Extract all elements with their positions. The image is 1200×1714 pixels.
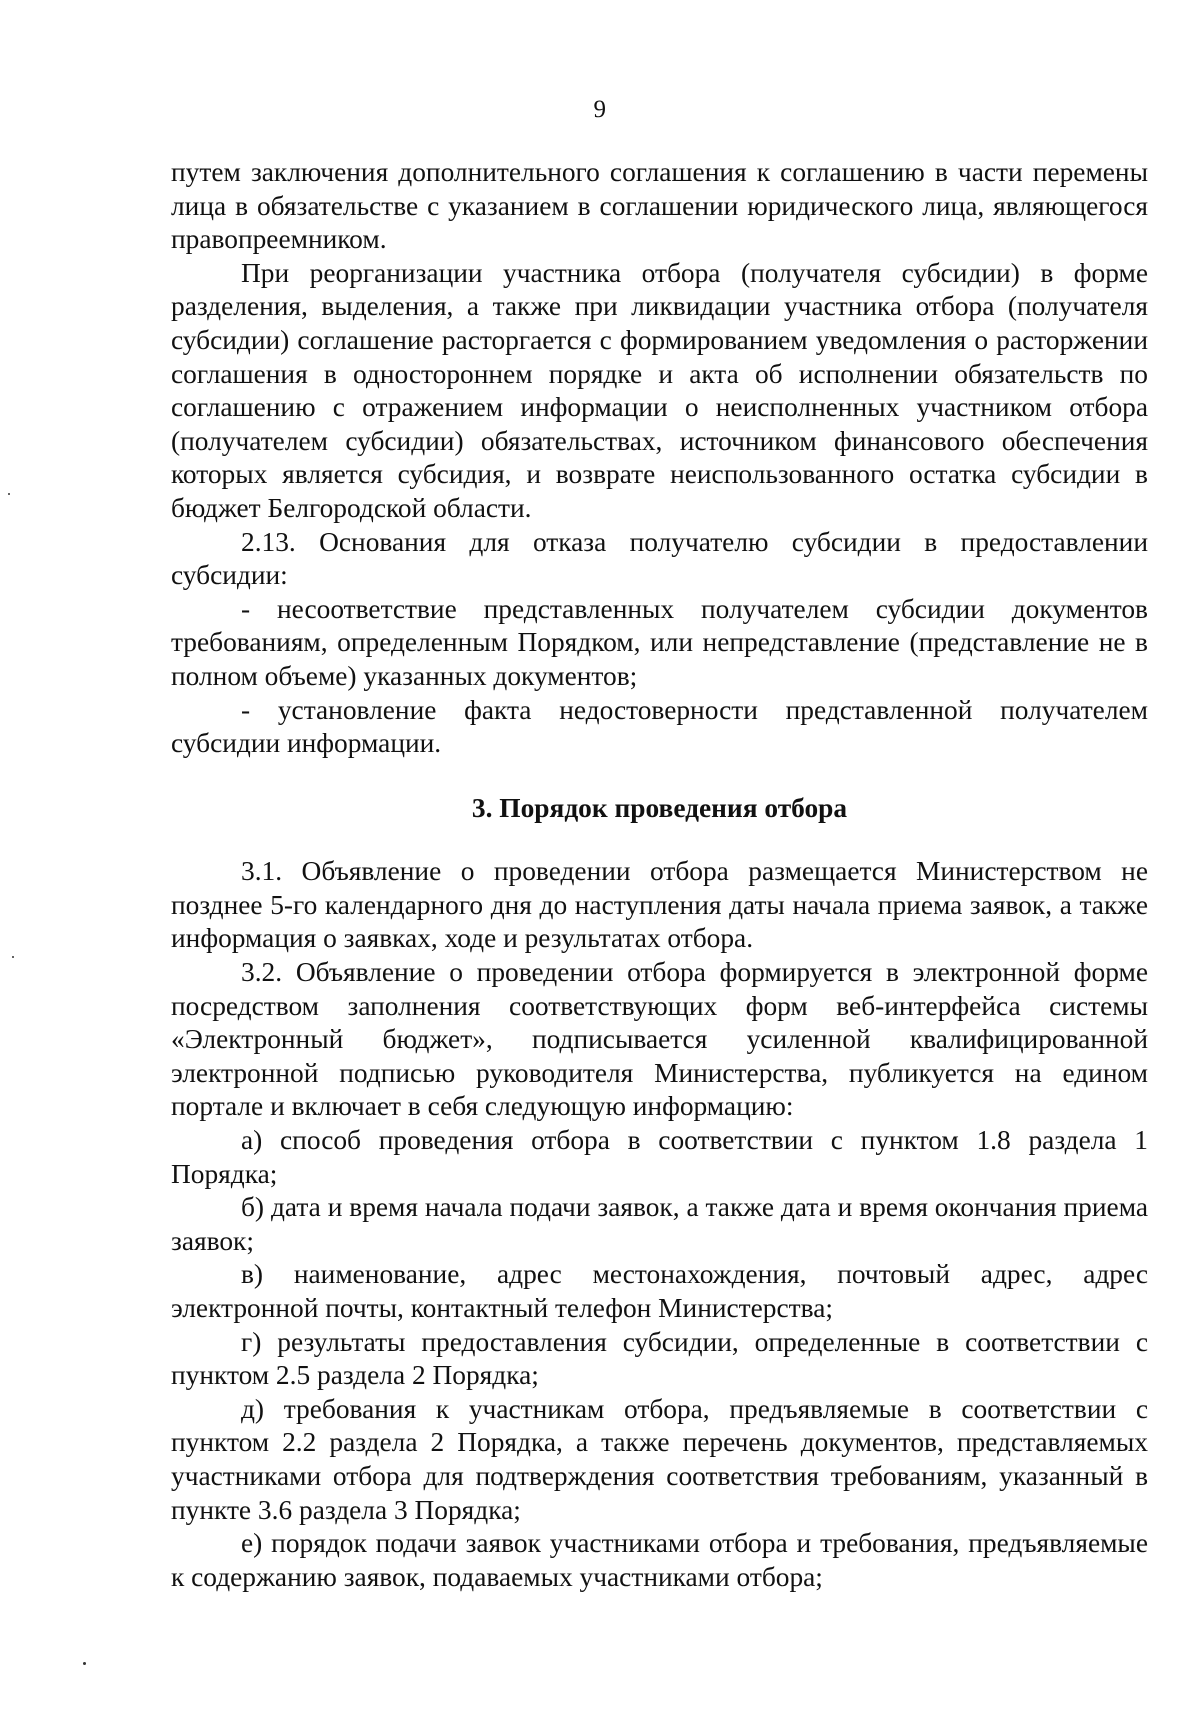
paragraph-continuation: путем заключения дополнительного соглашения к соглашению в части перемены лица в обязательстве с указанием в соглашении юридического лица, являющегося правопреемником. bbox=[171, 157, 1148, 255]
section-heading: 3. Порядок проведения отбора bbox=[471, 792, 848, 823]
list-item-e: е) порядок подачи заявок участниками отбора и требования, предъявляемые к содержанию заявок, подаваемых участниками отбора; bbox=[171, 1528, 1148, 1592]
list-item-refusal-information: - установление факта недостоверности представленной получателем субсидии информации. bbox=[171, 694, 1148, 759]
list-item-a: а) способ проведения отбора в соответствии с пунктом 1.8 раздела 1 Порядка; bbox=[171, 1125, 1148, 1189]
document-body bbox=[171, 156, 1148, 1594]
page-number: 9 bbox=[593, 96, 607, 123]
scan-speck bbox=[8, 493, 10, 495]
list-item-g: г) результаты предоставления субсидии, определенные в соответствии с пунктом 2.5 раздела 2 Порядка; bbox=[171, 1326, 1148, 1391]
list-item-d: д) требования к участникам отбора, предъявляемые в соответствии с пунктом 2.2 раздела 2 Порядка, а также перечень документов, представляемых участниками отбора для подтверждения соответствия требованиям, указанный в пункте 3.6 раздела 3 Порядка; bbox=[171, 1393, 1148, 1525]
paragraph-3-2: 3.2. Объявление о проведении отбора формируется в электронной форме посредством заполнения соответствующих форм веб-интерфейса системы «Электронный бюджет», подписывается усиленной квалифицированной электронной подписью руководителя Министерства, публикуется на едином портале и включает в себя следующую информацию: bbox=[171, 957, 1148, 1122]
paragraph-2-13: 2.13. Основания для отказа получателю субсидии в предоставлении субсидии: bbox=[171, 526, 1148, 591]
scan-speck bbox=[12, 956, 14, 958]
list-item-v: в) наименование, адрес местонахождения, почтовый адрес, адрес электронной почты, контактный телефон Министерства; bbox=[171, 1259, 1148, 1323]
list-item-b: б) дата и время начала подачи заявок, а также дата и время окончания приема заявок; bbox=[171, 1192, 1148, 1256]
list-item-refusal-documents: - несоответствие представленных получателем субсидии документов требованиям, определенным Порядком, или непредставление (представление не в полном объеме) указанных документов; bbox=[171, 593, 1148, 691]
paragraph-3-1: 3.1. Объявление о проведении отбора размещается Министерством не позднее 5-го календарного дня до наступления даты начала приема заявок, а также информация о заявках, ходе и результатах отбора. bbox=[171, 856, 1148, 954]
scan-speck bbox=[83, 1662, 86, 1665]
paragraph-reorganization: При реорганизации участника отбора (получателя субсидии) в форме разделения, выделения, а также при ликвидации участника отбора (получателя субсидии) соглашение расторгается с формированием уведомления о расторжении соглашения в одностороннем порядке и акта об исполнении обязательств по соглашению с отражением информации о неисполненных участником отбора (получателем субсидии) обязательствах, источником финансового обеспечения которых является субсидия, и возврате неиспользованного остатка субсидии в бюджет Белгородской области. bbox=[171, 257, 1148, 523]
